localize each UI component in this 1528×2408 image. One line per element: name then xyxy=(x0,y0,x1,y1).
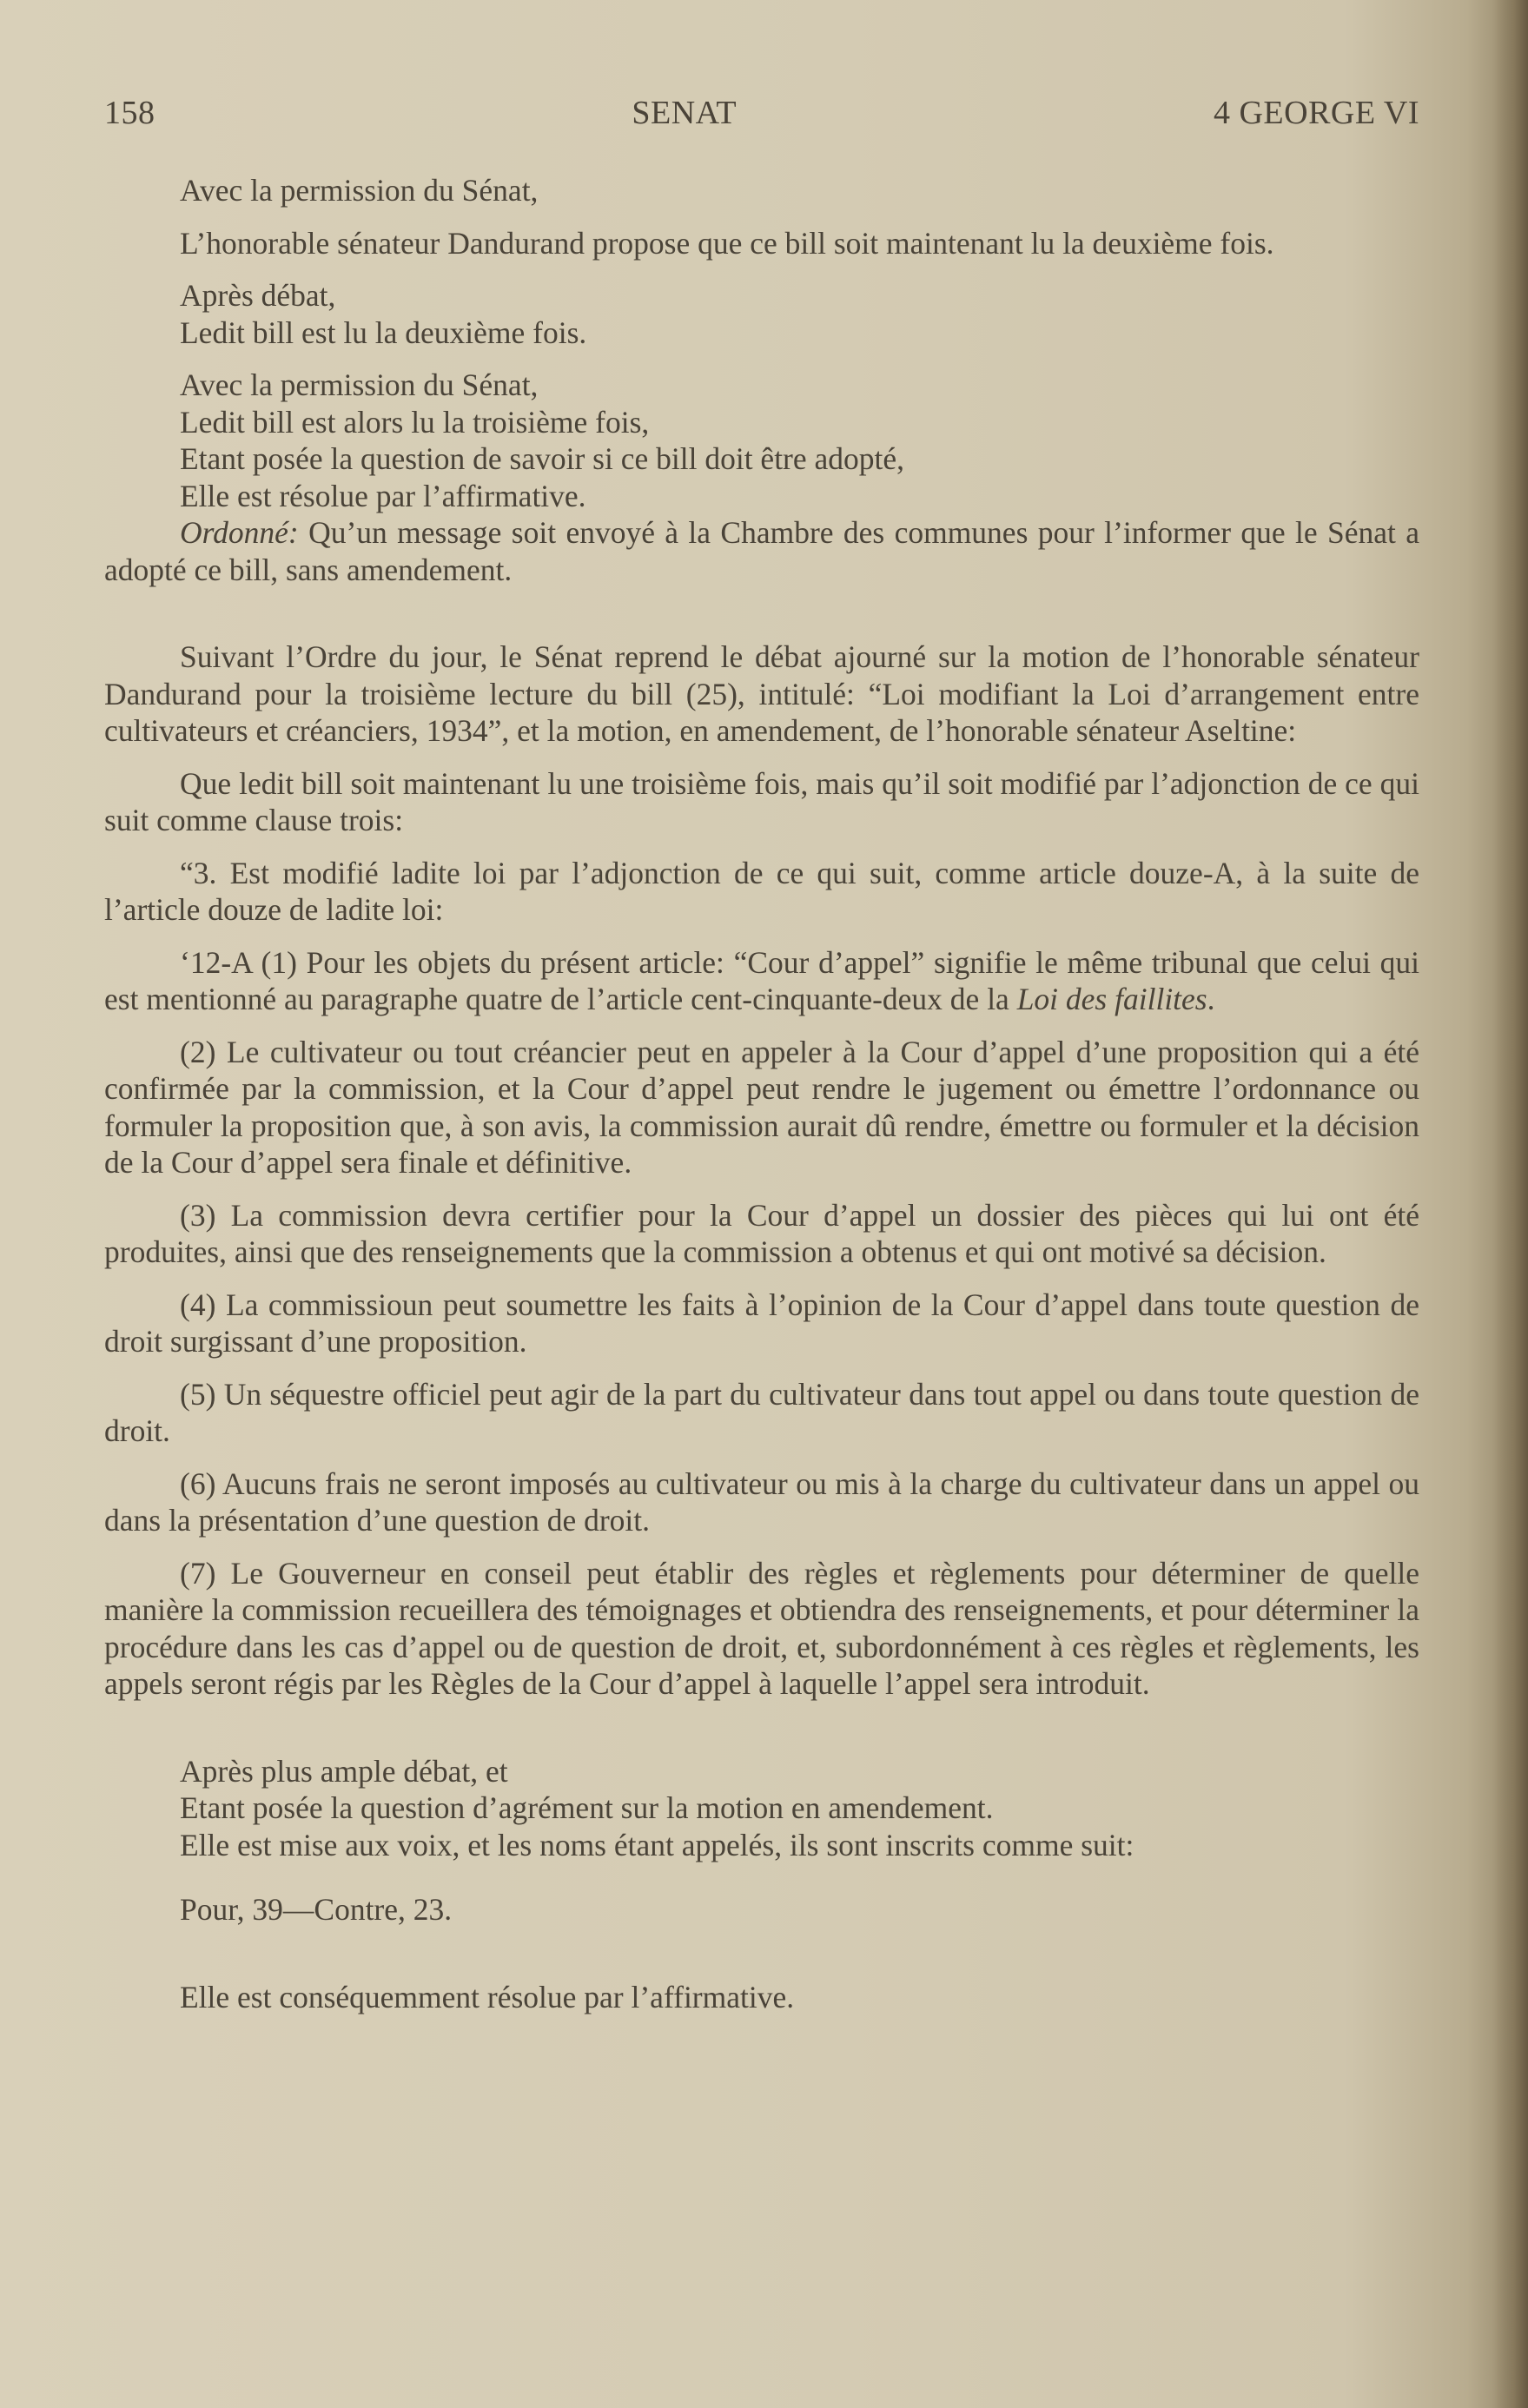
paragraph: Ledit bill est alors lu la troisième fois, xyxy=(180,404,650,440)
clause-paragraph: (6) Aucuns frais ne seront imposés au cultivateur ou mis à la charge du cultivateur dans un appel ou dans la présentation d’une question de droit. xyxy=(104,1465,1419,1538)
clause-paragraph: (3) La commission devra certifier pour la Cour d’appel un dossier des pièces qui lui ont été produites, ainsi que des renseignements que la commission a obtenus et qui ont motivé sa décision. xyxy=(104,1197,1419,1269)
faillites-title: Loi des faillites xyxy=(1016,982,1207,1016)
page-edge-shadow xyxy=(1493,0,1528,2408)
vote-result: Pour, 39—Contre, 23. xyxy=(180,1892,453,1927)
paragraph: “3. Est modifié ladite loi par l’adjonction de ce qui suit, comme article douze-A, à la suite de l’article douze de ladite loi: xyxy=(104,855,1419,927)
header-title: SENAT xyxy=(632,95,738,131)
clause-12a-1 xyxy=(104,944,1419,1018)
clause-paragraph: (2) Le cultivateur ou tout créancier peut en appeler à la Cour d’appel d’une proposition qui a été confirmée par la commission, et la Cour d’appel peut rendre le jugement ou émettre l’ordonnance ou formuler la proposition que, à son avis, la commission aurait dû rendre, émettre ou formuler et la décision de la Cour d’appel sera finale et définitive. xyxy=(104,1034,1419,1180)
ordonne-label: Ordonné: xyxy=(180,515,299,550)
clause-paragraph: (4) La commissioun peut soumettre les faits à l’opinion de la Cour d’appel dans toute question de droit surgissant d’une proposition. xyxy=(104,1287,1419,1359)
paragraph: Avec la permission du Sénat, xyxy=(180,173,539,208)
paragraph: Etant posée la question d’agrément sur la motion en amendement. xyxy=(180,1790,994,1825)
paragraph: Après plus ample débat, et xyxy=(180,1753,508,1789)
clause-text: ‘12-A (1) Pour les objets du présent article: “Cour d’appel” signifie le même tribunal que celui qui est mentionné au paragraphe quatre de l’article cent-cinquante-deux de la xyxy=(104,944,1419,1016)
paragraph: Elle est mise aux voix, et les noms étant appelés, ils sont inscrits comme suit: xyxy=(180,1827,1134,1862)
paragraph: Elle est conséquemment résolue par l’affirmative. xyxy=(180,1979,795,2014)
paragraph: Etant posée la question de savoir si ce bill doit être adopté, xyxy=(180,441,905,476)
ordonne-text: Qu’un message soit envoyé à la Chambre des communes pour l’informer que le Sénat a adopté ce bill, sans amendement. xyxy=(104,515,1420,587)
paragraph: Ledit bill est lu la deuxième fois. xyxy=(180,314,587,350)
ordonne-paragraph xyxy=(104,514,1419,588)
body-text xyxy=(104,172,1419,2015)
running-header xyxy=(104,94,1419,132)
page-number: 158 xyxy=(104,95,155,131)
paragraph: Avec la permission du Sénat, xyxy=(180,367,539,402)
paragraph: L’honorable sénateur Dandurand propose que ce bill soit maintenant lu la deuxième fois. xyxy=(180,225,1274,261)
paragraph: Elle est résolue par l’affirmative. xyxy=(180,478,586,513)
paragraph: Que ledit bill soit maintenant lu une troisième fois, mais qu’il soit modifié par l’adjonction de ce qui suit comme clause trois: xyxy=(104,765,1419,837)
clause-paragraph: (5) Un séquestre officiel peut agir de la part du cultivateur dans tout appel ou dans toute question de droit. xyxy=(104,1376,1419,1448)
paragraph: Suivant l’Ordre du jour, le Sénat reprend le débat ajourné sur la motion de l’honorable sénateur Dandurand pour la troisième lecture du bill (25), intitulé: “Loi modifiant la Loi d’arrangement entre cultivateurs et créanciers, 1934”, et la motion, en amendement, de l’honorable sénateur Aseltine: xyxy=(104,639,1419,748)
header-regnal-year: 4 GEORGE VI xyxy=(1213,95,1419,131)
clause-end: . xyxy=(1207,982,1215,1016)
paragraph: Après débat, xyxy=(180,278,336,313)
clause-paragraph: (7) Le Gouverneur en conseil peut établir des règles et règlements pour déterminer de quelle manière la commission recueillera des témoignages et obtiendra des renseignements, et pour déterminer la procédure dans les cas d’appel ou de question de droit, et, subordonnément à ces règles et règlements, les appels seront régis par les Règles de la Cour d’appel à laquelle l’appel sera introduit. xyxy=(104,1555,1419,1701)
